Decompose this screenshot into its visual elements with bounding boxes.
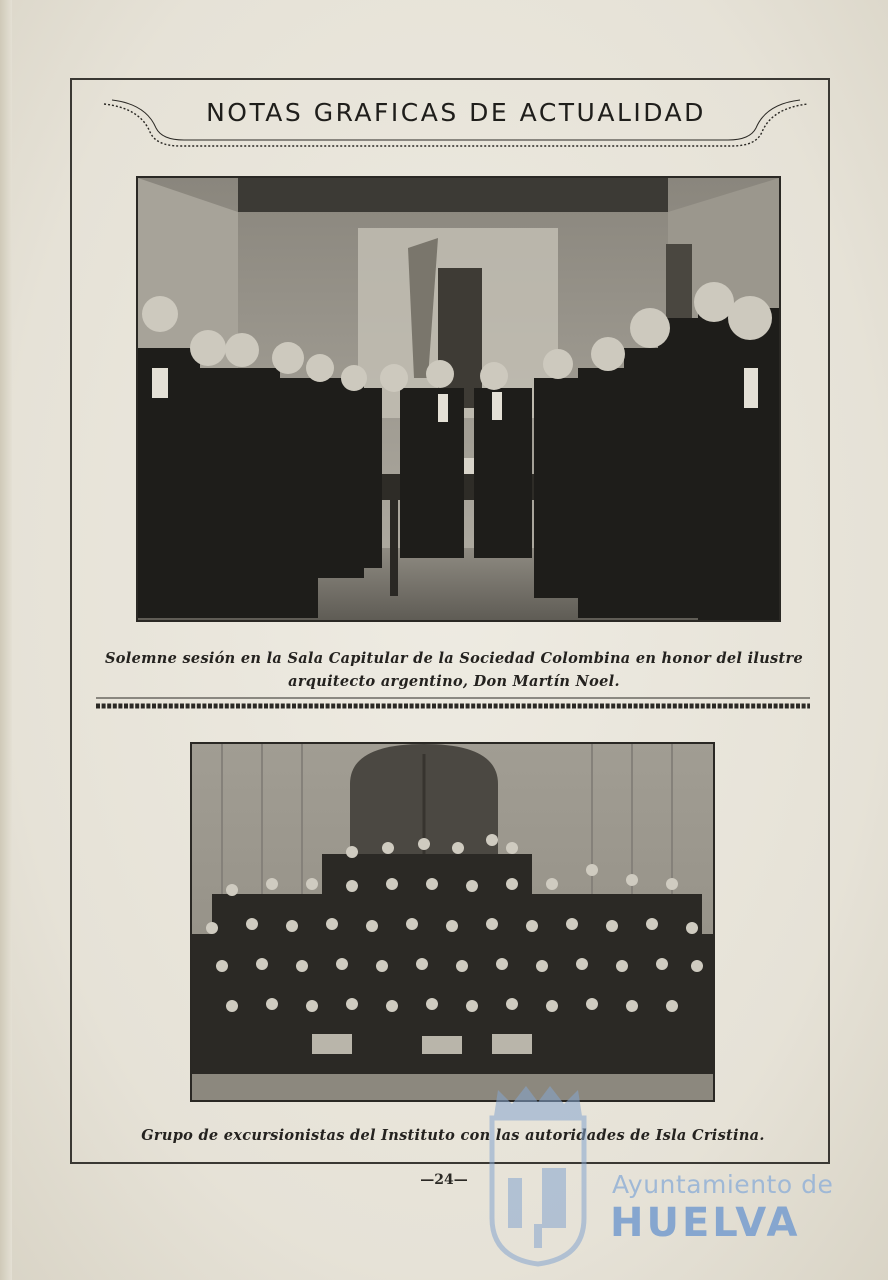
photo-caption-1: Solemne sesión en la Sala Capitular de la Sociedad Colombina en honor del ilustre arquitecto argentino, Don Martín Noel. (105, 650, 803, 690)
huelva-seal-watermark (478, 1078, 598, 1268)
photo-excursionistas (190, 742, 715, 1102)
page-title: NOTAS GRAFICAS DE ACTUALIDAD (206, 98, 706, 127)
watermark-line-1: Ayuntamiento de (612, 1170, 834, 1199)
page-header (100, 94, 812, 152)
photo-caption-2: Grupo de excursionistas del Instituto con las autoridades de Isla Cristina. (141, 1127, 765, 1144)
watermark-line-2: HUELVA (610, 1200, 801, 1246)
page-number: —24— (420, 1172, 468, 1188)
photo-sala-capitular (136, 176, 781, 622)
section-divider (96, 694, 810, 718)
page-spine-shadow (0, 0, 12, 1280)
